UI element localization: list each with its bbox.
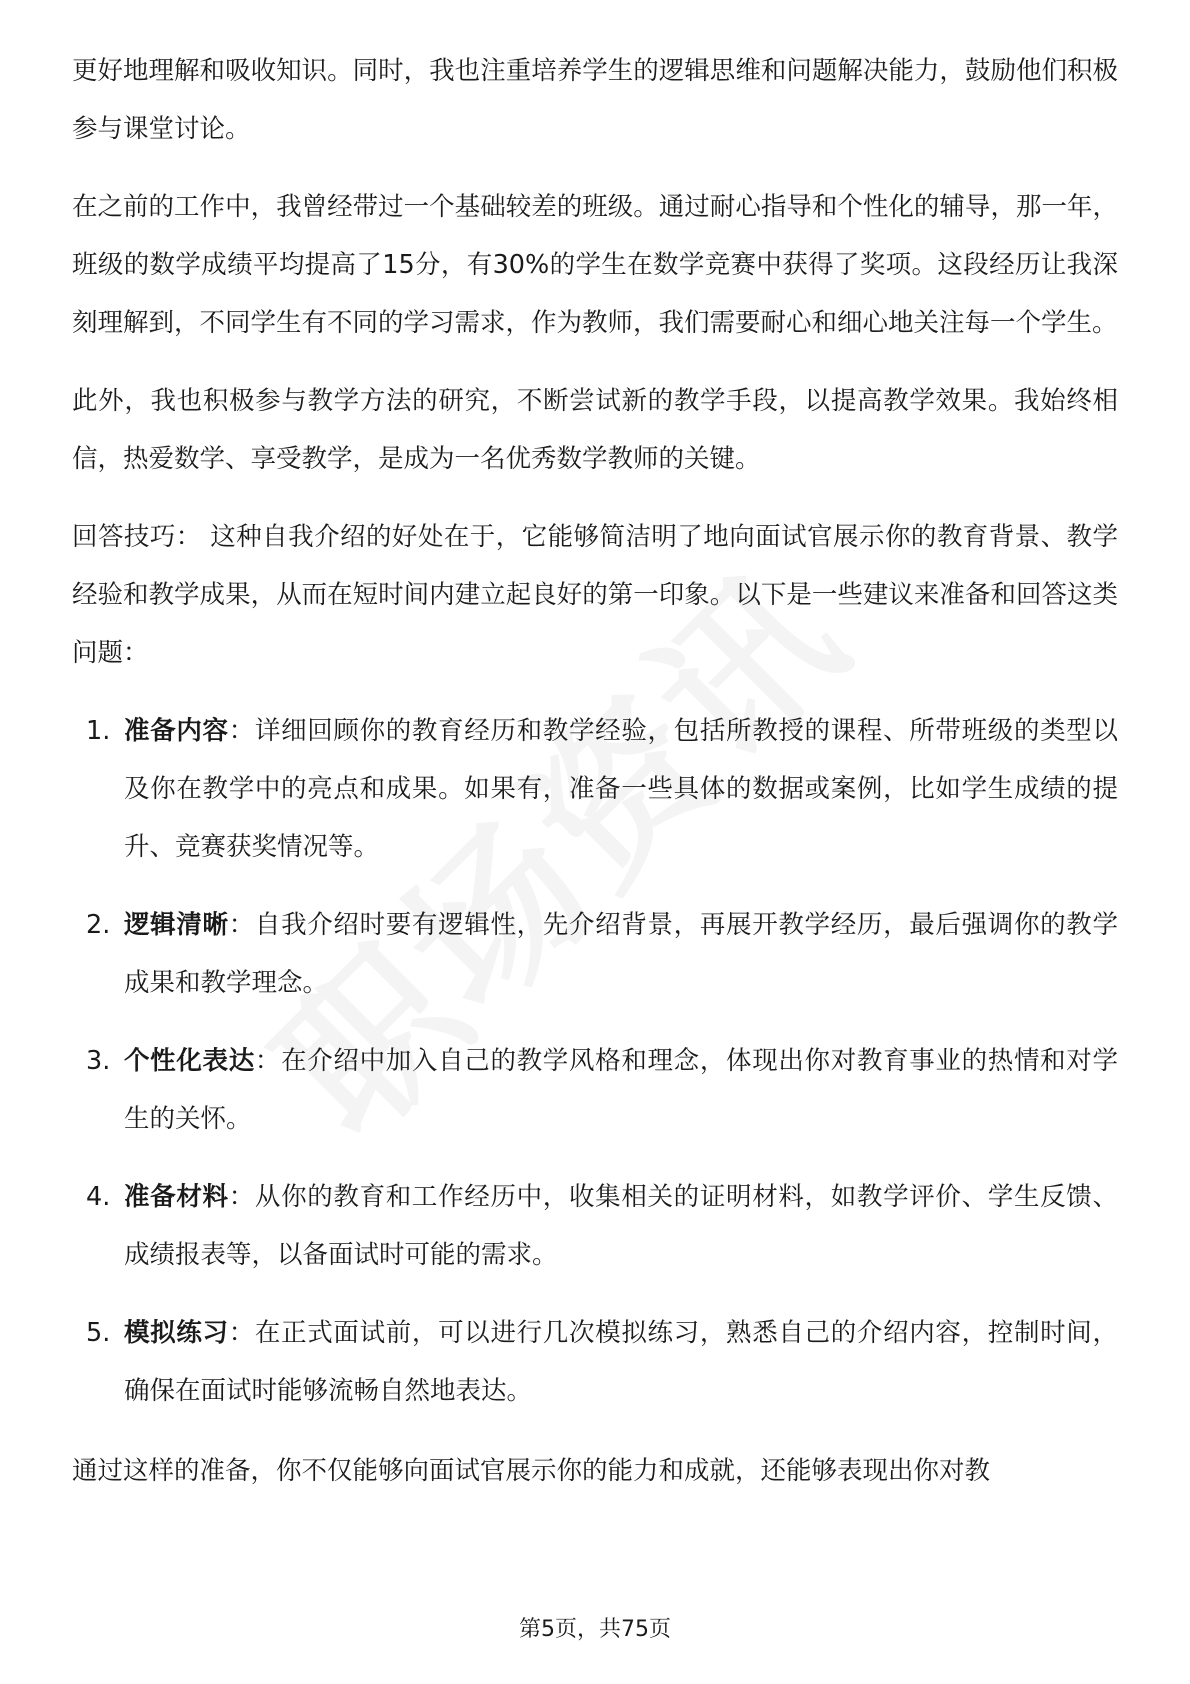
document-body	[72, 42, 1118, 1520]
list-item-text: 在正式面试前，可以进行几次模拟练习，熟悉自己的介绍内容，控制时间，确保在面试时能够流畅自然地表达。	[124, 1318, 1118, 1406]
list-item-text: 从你的教育和工作经历中，收集相关的证明材料，如教学评价、学生反馈、成绩报表等，以备面试时可能的需求。	[124, 1182, 1118, 1270]
list-item-separator: ：	[254, 1046, 282, 1076]
list-item-number: 4.	[86, 1182, 111, 1212]
list-item-separator: ：	[228, 716, 255, 746]
list-item	[72, 702, 1118, 876]
tips-list	[72, 702, 1118, 1420]
list-item-term: 逻辑清晰	[124, 910, 229, 940]
list-item-text: 详细回顾你的教育经历和教学经验，包括所教授的课程、所带班级的类型以及你在教学中的亮点和成果。如果有，准备一些具体的数据或案例，比如学生成绩的提升、竞赛获奖情况等。	[124, 716, 1118, 862]
list-item	[72, 1304, 1118, 1420]
paragraph: 此外，我也积极参与教学方法的研究，不断尝试新的教学手段，以提高教学效果。我始终相信，热爱数学、享受教学，是成为一名优秀数学教师的关键。	[72, 386, 1118, 474]
paragraph: 通过这样的准备，你不仅能够向面试官展示你的能力和成就，还能够表现出你对教	[72, 1456, 991, 1486]
paragraph: 在之前的工作中，我曾经带过一个基础较差的班级。通过耐心指导和个性化的辅导，那一年，班级的数学成绩平均提高了15分，有30%的学生在数学竞赛中获得了奖项。这段经历让我深刻理解到，不同学生有不同的学习需求，作为教师，我们需要耐心和细心地关注每一个学生。	[72, 192, 1118, 338]
list-item-term: 模拟练习	[124, 1318, 229, 1348]
list-item-number: 5.	[86, 1318, 111, 1348]
list-item-separator: ：	[228, 1182, 255, 1212]
answer-tips-paragraph: 回答技巧： 这种自我介绍的好处在于，它能够简洁明了地向面试官展示你的教育背景、教学经验和教学成果，从而在短时间内建立起良好的第一印象。以下是一些建议来准备和回答这类问题：	[72, 522, 1118, 668]
list-item	[72, 896, 1118, 1012]
list-item-number: 2.	[86, 910, 111, 940]
list-item-term: 准备内容	[124, 716, 229, 746]
list-item-text: 自我介绍时要有逻辑性，先介绍背景，再展开教学经历，最后强调你的教学成果和教学理念。	[124, 910, 1118, 998]
list-item-separator: ：	[228, 910, 255, 940]
list-item-number: 1.	[86, 716, 111, 746]
list-item-separator: ：	[228, 1318, 255, 1348]
list-item	[72, 1032, 1118, 1148]
paragraph: 更好地理解和吸收知识。同时，我也注重培养学生的逻辑思维和问题解决能力，鼓励他们积极参与课堂讨论。	[72, 56, 1118, 144]
list-item	[72, 1168, 1118, 1284]
list-item-term: 个性化表达	[124, 1046, 255, 1076]
list-item-text: 在介绍中加入自己的教学风格和理念，体现出你对教育事业的热情和对学生的关怀。	[124, 1046, 1118, 1134]
list-item-number: 3.	[86, 1046, 111, 1076]
page-number: 第5页，共75页	[519, 1617, 671, 1642]
list-item-term: 准备材料	[124, 1182, 229, 1212]
